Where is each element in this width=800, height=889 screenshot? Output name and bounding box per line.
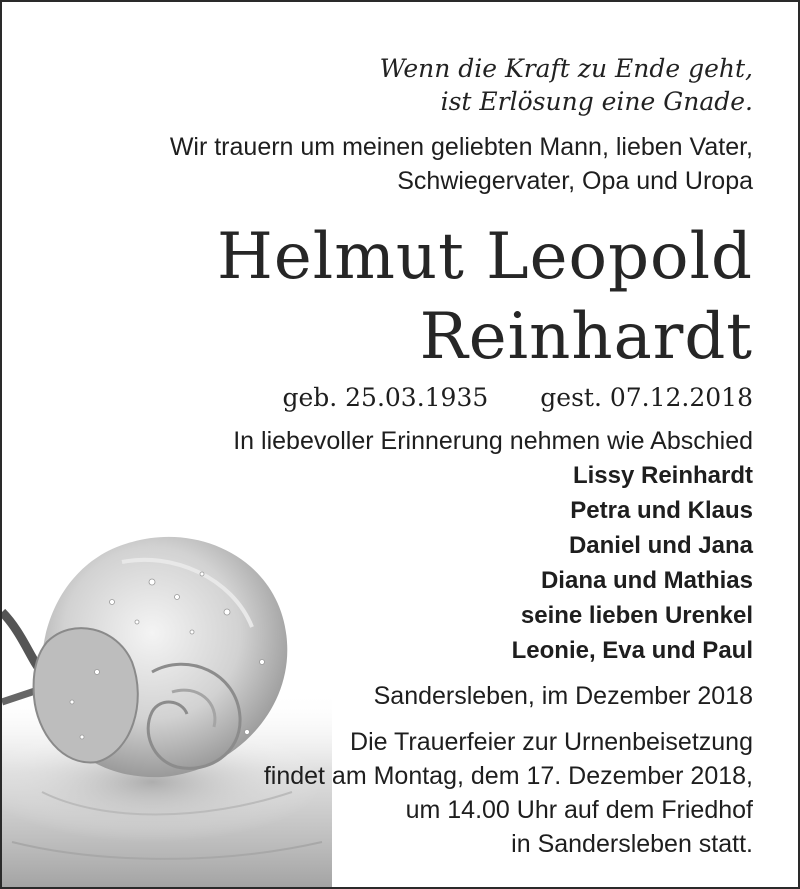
mourner-2: Petra und Klaus (570, 497, 753, 524)
ceremony-line-1: Die Trauerfeier zur Urnenbeisetzung (350, 728, 753, 756)
farewell-intro: In liebevoller Erinnerung nehmen wie Abschied (233, 427, 753, 455)
mourner-3: Daniel und Jana (568, 532, 753, 559)
mourner-1: Lissy Reinhardt (572, 462, 753, 489)
intro-line-2: Schwiegervater, Opa und Uropa (397, 167, 753, 195)
mourner-6: Leonie, Eva und Paul (511, 637, 753, 664)
ceremony-line-4: in Sandersleben statt. (511, 830, 753, 858)
place-date: Sandersleben, im Dezember 2018 (373, 682, 753, 710)
quote-line-2: ist Erlösung eine Gnade. (440, 87, 753, 116)
mourner-4: Diana und Mathias (540, 567, 753, 594)
deceased-name-line-2: Reinhardt (419, 300, 753, 374)
intro-line-1: Wir trauern um meinen geliebten Mann, lieben Vater, (169, 133, 753, 161)
quote-line-1: Wenn die Kraft zu Ende geht, (379, 54, 753, 83)
birth-date: geb. 25.03.1935 (282, 383, 489, 412)
life-dates (282, 383, 753, 412)
ceremony-line-3: um 14.00 Uhr auf dem Friedhof (405, 796, 753, 824)
mourner-5: seine lieben Urenkel (520, 602, 753, 629)
death-date: gest. 07.12.2018 (540, 383, 753, 412)
rose-image (2, 522, 332, 889)
ceremony-line-2: findet am Montag, dem 17. Dezember 2018, (263, 762, 753, 790)
deceased-name-line-1: Helmut Leopold (217, 220, 753, 294)
